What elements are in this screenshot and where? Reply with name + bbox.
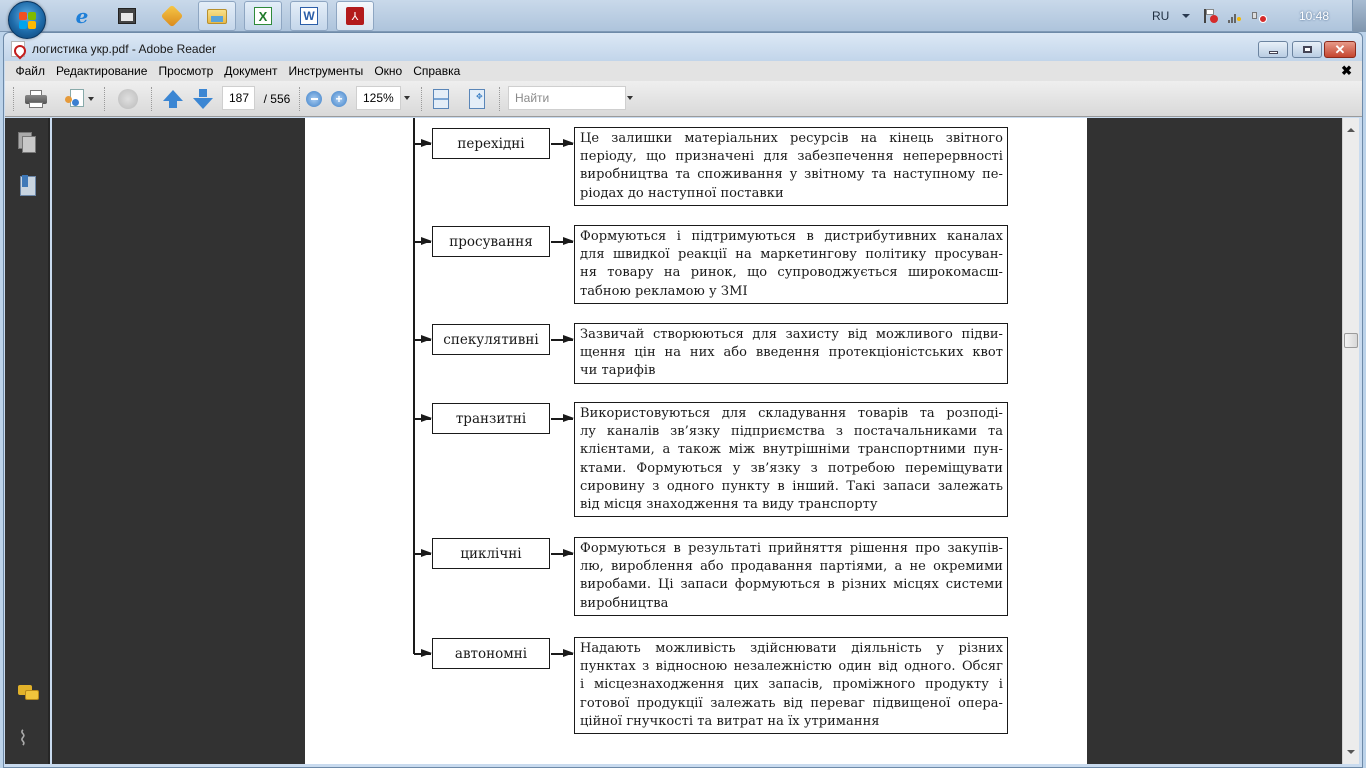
connector-arrow bbox=[414, 339, 431, 341]
zoom-out-button[interactable] bbox=[305, 87, 323, 111]
description-line: щення цін на них або введення протекціоністських квот bbox=[580, 345, 1003, 361]
menu-tools[interactable]: Инструменты bbox=[288, 64, 364, 78]
description-line: періоду, що призначені для забезпечення неперервності bbox=[580, 149, 1003, 165]
connector-arrow bbox=[551, 553, 573, 555]
action-center-icon[interactable] bbox=[1204, 0, 1216, 32]
description-line: для швидкої реакції на маркетингову політику просуван- bbox=[580, 247, 1003, 263]
toolbar-separator bbox=[299, 87, 300, 111]
zoom-in-icon: + bbox=[331, 91, 347, 107]
connector-arrow bbox=[414, 241, 431, 243]
description-line: Використовуються для складування товарів та розподі- bbox=[580, 406, 1003, 421]
description-line: і місцезнаходження цих запасів, проміжного продукту і bbox=[580, 677, 1003, 693]
acrobat-icon: ⅄ bbox=[346, 7, 364, 25]
close-icon: ✕ bbox=[1334, 42, 1346, 57]
media-player-icon[interactable] bbox=[115, 4, 139, 28]
taskbar bbox=[0, 0, 1366, 32]
folder-icon bbox=[207, 9, 227, 24]
bookmarks-icon[interactable] bbox=[18, 175, 40, 199]
connector-arrow bbox=[414, 418, 431, 420]
menu-view[interactable]: Просмотр bbox=[158, 64, 214, 78]
language-indicator[interactable] bbox=[1152, 0, 1169, 32]
pdf-file-icon bbox=[11, 41, 25, 57]
comments-icon[interactable] bbox=[18, 685, 40, 709]
menu-edit[interactable]: Редактирование bbox=[56, 64, 148, 78]
network-icon[interactable] bbox=[1228, 0, 1241, 32]
description-line: виробництва bbox=[580, 595, 669, 611]
printer-icon bbox=[25, 90, 47, 108]
acrobat-taskbar-button[interactable] bbox=[336, 1, 374, 31]
menu-window[interactable]: Окно bbox=[374, 64, 403, 78]
connector-arrow bbox=[551, 339, 573, 341]
description-line: лу каналів зв’язку підприємства з постачальниками та bbox=[580, 424, 1003, 440]
title-bar bbox=[4, 33, 1362, 61]
toolbar-grip bbox=[13, 87, 14, 111]
description-line: пунктах з відносною незалежністю один від одного. Обсяг bbox=[580, 659, 1003, 675]
description-box bbox=[574, 537, 1008, 616]
scroll-thumb[interactable] bbox=[1344, 333, 1358, 348]
diagram-connector-line bbox=[413, 118, 415, 654]
minimize-icon bbox=[1269, 51, 1278, 54]
winamp-icon[interactable] bbox=[160, 4, 184, 28]
share-dropdown-icon bbox=[88, 97, 94, 101]
description-line: Формуються в результаті прийняття рішення про закупів- bbox=[580, 541, 1003, 556]
description-line: лю, вироблення або продавання партіями, а не окремими bbox=[580, 559, 1003, 575]
connector-arrow bbox=[551, 241, 573, 243]
navigation-pane bbox=[5, 118, 50, 764]
category-box: циклічні bbox=[432, 538, 550, 569]
collaborate-icon bbox=[118, 89, 138, 109]
previous-page-button[interactable] bbox=[161, 87, 185, 111]
fit-width-icon bbox=[433, 89, 449, 109]
language-label: RU bbox=[1152, 9, 1170, 23]
toolbar-separator bbox=[104, 87, 105, 111]
minimize-button[interactable] bbox=[1258, 41, 1288, 58]
description-line: готової продукції залежать від переваг підвищеної опера- bbox=[580, 695, 1003, 711]
category-box: транзитні bbox=[432, 403, 550, 434]
zoom-dropdown-icon[interactable] bbox=[404, 96, 410, 100]
category-box: автономні bbox=[432, 638, 550, 669]
connector-arrow bbox=[551, 143, 573, 145]
find-dropdown-icon[interactable] bbox=[627, 96, 633, 100]
connector-arrow bbox=[414, 143, 431, 145]
show-desktop-button[interactable] bbox=[1352, 0, 1366, 32]
description-line: Це залишки матеріальних ресурсів на кінець звітного bbox=[580, 131, 1003, 146]
description-line: виробництва та споживання у звітному та наступному пе- bbox=[580, 167, 1003, 183]
restore-icon bbox=[1303, 46, 1312, 53]
scroll-up-icon[interactable] bbox=[1347, 128, 1355, 132]
toolbar bbox=[5, 81, 1362, 117]
connector-arrow bbox=[414, 653, 431, 655]
arrow-up-icon bbox=[163, 90, 183, 101]
description-line: ктами. Формуються у зв’язку з потребою переміщувати bbox=[580, 460, 1003, 476]
description-box bbox=[574, 637, 1008, 734]
volume-muted-icon[interactable] bbox=[1252, 0, 1268, 32]
adobe-reader-window bbox=[3, 32, 1363, 768]
description-line: виробами. Ці запаси формуються в різних місцях системи bbox=[580, 577, 1003, 593]
toolbar-separator bbox=[421, 87, 422, 111]
toolbar-separator bbox=[151, 87, 152, 111]
explorer-taskbar-button[interactable] bbox=[198, 1, 236, 31]
close-button[interactable] bbox=[1324, 41, 1356, 58]
description-line: від місця знаходження та виду транспорту bbox=[580, 497, 878, 513]
find-input[interactable]: Найти bbox=[508, 86, 626, 110]
description-line: ня товару на ринок, що супроводжується широкомасш- bbox=[580, 265, 1003, 281]
close-document-icon[interactable]: ✖ bbox=[1341, 63, 1352, 78]
description-line: сировину з одного пункту в інший. Такі запаси залежать bbox=[580, 478, 1003, 494]
description-line: Зазвичай створюються для захисту від можливого підви- bbox=[580, 327, 1003, 342]
fit-width-button[interactable] bbox=[431, 87, 451, 111]
description-line: клієнтами, а також між внутрішніми транспортними пун- bbox=[580, 442, 1003, 458]
clock-time: 10:48 bbox=[1299, 9, 1330, 23]
clock[interactable] bbox=[1299, 0, 1329, 32]
ie-icon[interactable]: e bbox=[75, 4, 89, 28]
fit-page-button[interactable] bbox=[467, 87, 487, 111]
vertical-scrollbar[interactable] bbox=[1342, 118, 1359, 764]
pages-icon[interactable] bbox=[18, 132, 40, 156]
word-taskbar-button[interactable] bbox=[290, 1, 328, 31]
category-box: просування bbox=[432, 226, 550, 257]
attachments-icon[interactable]: ⌇ bbox=[18, 728, 28, 750]
zoom-level-input[interactable]: 125% bbox=[356, 86, 401, 110]
chevron-down-icon bbox=[1182, 14, 1190, 18]
description-box bbox=[574, 402, 1008, 517]
excel-taskbar-button[interactable] bbox=[244, 1, 282, 31]
category-box: перехідні bbox=[432, 128, 550, 159]
description-line: ріодах до наступної поставки bbox=[580, 185, 784, 201]
window-title: логистика укр.pdf - Adobe Reader bbox=[32, 42, 216, 56]
description-box bbox=[574, 225, 1008, 304]
arrow-down-icon bbox=[193, 98, 213, 109]
print-button[interactable] bbox=[23, 87, 49, 111]
menu-document[interactable]: Документ bbox=[224, 64, 278, 78]
toolbar-separator bbox=[499, 87, 500, 111]
zoom-in-button[interactable] bbox=[330, 87, 348, 111]
inventory-types-diagram bbox=[305, 118, 1087, 764]
description-line: Формуються і підтримуються в дистрибутивних каналах bbox=[580, 229, 1003, 244]
pdf-page bbox=[305, 118, 1087, 764]
show-hidden-icons-button[interactable] bbox=[1182, 0, 1190, 32]
menu-help[interactable]: Справка bbox=[413, 64, 461, 78]
connector-arrow bbox=[551, 653, 573, 655]
category-box: спекулятивні bbox=[432, 324, 550, 355]
description-box bbox=[574, 127, 1008, 206]
share-button[interactable] bbox=[61, 87, 97, 111]
start-button[interactable] bbox=[8, 1, 46, 39]
page-total: / 556 bbox=[263, 92, 291, 106]
menu-bar bbox=[5, 61, 1362, 81]
description-line: табною рекламою у ЗМІ bbox=[580, 283, 748, 299]
scroll-down-icon[interactable] bbox=[1347, 750, 1355, 754]
excel-icon: X bbox=[254, 7, 272, 25]
description-box bbox=[574, 323, 1008, 384]
share-document-icon bbox=[65, 89, 85, 109]
connector-arrow bbox=[414, 553, 431, 555]
menu-file[interactable]: Файл bbox=[15, 64, 46, 78]
description-line: ційної гнучкості та витрат на їх утримання bbox=[580, 713, 880, 729]
fit-page-icon: ✥ bbox=[469, 89, 485, 109]
document-viewport[interactable] bbox=[52, 118, 1342, 764]
word-icon: W bbox=[300, 7, 318, 25]
connector-arrow bbox=[551, 418, 573, 420]
description-line: Надають можливість здійснювати діяльність у різних bbox=[580, 641, 1003, 656]
page-number-input[interactable]: 187 bbox=[222, 86, 255, 110]
collaborate-button bbox=[115, 87, 141, 111]
windows-logo-icon bbox=[19, 12, 37, 30]
zoom-out-icon bbox=[306, 91, 322, 107]
next-page-button[interactable] bbox=[191, 87, 215, 111]
maximize-button[interactable] bbox=[1292, 41, 1322, 58]
description-line: чи тарифів bbox=[580, 363, 656, 379]
